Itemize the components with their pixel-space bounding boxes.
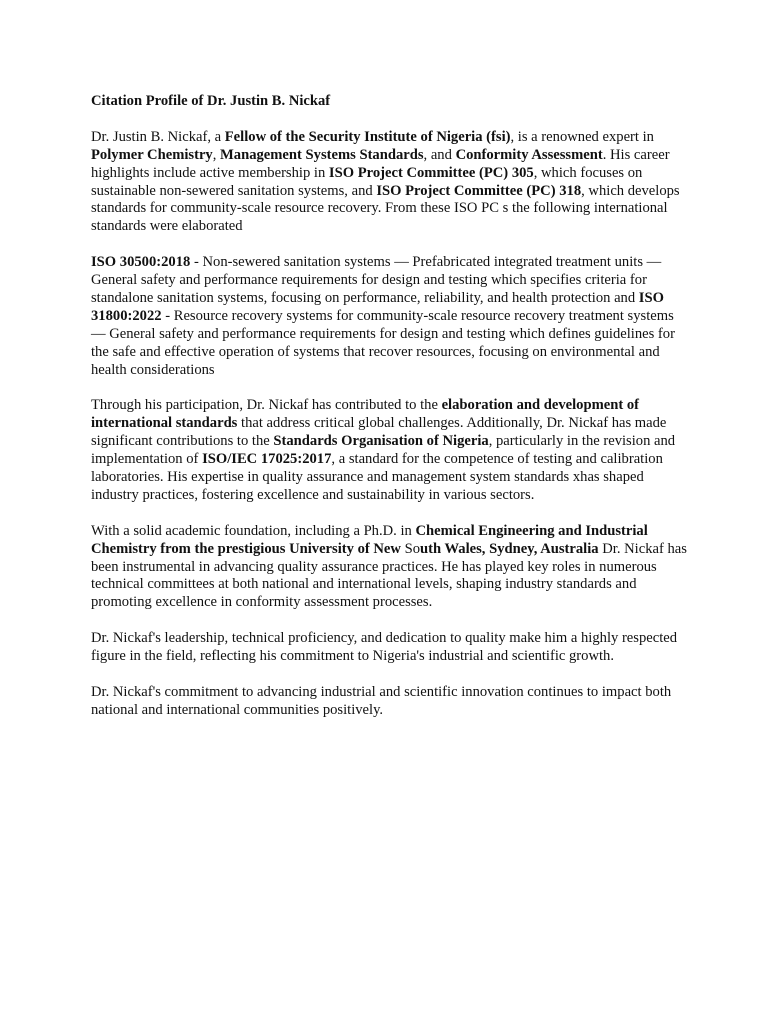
bold-text-run: elaboration and development of international standards	[91, 397, 639, 432]
text-run: Dr. Justin B. Nickaf, a	[91, 128, 225, 145]
bold-text-run: Fellow of the Security Institute of Nigeria (fsi)	[224, 128, 511, 145]
text-run: , particularly in the revision and implementation of	[91, 433, 676, 468]
text-run: With a solid academic foundation, including a Ph.D. in	[91, 522, 416, 539]
bold-text-run: Management Systems Standards	[220, 146, 424, 163]
paragraph-leadership	[91, 630, 691, 666]
text-run: Dr. Nickaf has been instrumental in advancing quality assurance practices. He has played key roles in numerous technical committees at both national and international levels, shaping industry standards and promoting excellence in conformity assessment processes.	[91, 540, 687, 611]
document-page	[91, 93, 691, 738]
text-run: Dr. Nickaf's commitment to advancing industrial and scientific innovation continues to impact both national and international communities positively.	[91, 683, 672, 718]
bold-text-run: ISO 30500:2018	[91, 254, 191, 271]
text-run: - Non-sewered sanitation systems — Prefabricated integrated treatment units — General safety and performance requirements for design and testing which specifies criteria for standalone sanitation systems, focusing on performance, reliability, and health protection and	[91, 254, 662, 306]
paragraph-closing	[91, 684, 691, 720]
text-run: , which develops standards for community-scale resource recovery. From these ISO PC s the following international standards were elaborated	[91, 182, 680, 235]
bold-text-run: Chemical Engineering and Industrial Chemistry from the prestigious University of New	[91, 522, 648, 557]
bold-text-run: ISO Project Committee (PC) 318	[376, 182, 582, 199]
document-title: Citation Profile of Dr. Justin B. Nickaf	[91, 93, 331, 109]
text-run: , is a renowned expert in	[510, 128, 654, 145]
paragraph-iso-standards	[91, 254, 691, 379]
paragraph-academic-background	[91, 523, 691, 613]
text-run: - Resource recovery systems for community-scale resource recovery treatment systems — General safety and performance requirements for design and testing which defines guidelines for the safe and effective operation of systems that recover resources, focusing on environmental and health considerations	[91, 307, 675, 378]
text-run: Dr. Nickaf's leadership, technical proficiency, and dedication to quality make him a highly respected figure in the field, reflecting his commitment to Nigeria's industrial and scientific growth.	[91, 630, 678, 665]
bold-text-run: ISO 31800:2022	[91, 289, 664, 324]
bold-text-run: Conformity Assessment	[455, 146, 603, 163]
text-run: , which focuses on sustainable non-sewered sanitation systems, and	[91, 164, 643, 199]
text-run: that address critical global challenges. Additionally, Dr. Nickaf has made significant contributions to the	[91, 415, 667, 450]
text-run: . His career highlights include active membership in	[91, 146, 670, 181]
text-run: ,	[212, 146, 221, 163]
text-run: So	[404, 540, 421, 557]
bold-text-run: uth Wales, Sydney, Australia	[420, 540, 599, 557]
text-run: , and	[423, 146, 456, 163]
bold-text-run: Standards Organisation of Nigeria	[273, 433, 489, 450]
paragraph-contributions	[91, 397, 691, 504]
bold-text-run: ISO Project Committee (PC) 305	[328, 164, 534, 181]
bold-text-run: Polymer Chemistry	[91, 146, 213, 163]
paragraph-introduction	[91, 129, 691, 236]
bold-text-run: ISO/IEC 17025:2017	[202, 451, 332, 468]
text-run: , a standard for the competence of testing and calibration laboratories. His expertise in quality assurance and management system standards xhas shaped industry practices, fostering excellence and sustainability in various sectors.	[91, 451, 663, 503]
text-run: Through his participation, Dr. Nickaf has contributed to the	[91, 397, 442, 414]
